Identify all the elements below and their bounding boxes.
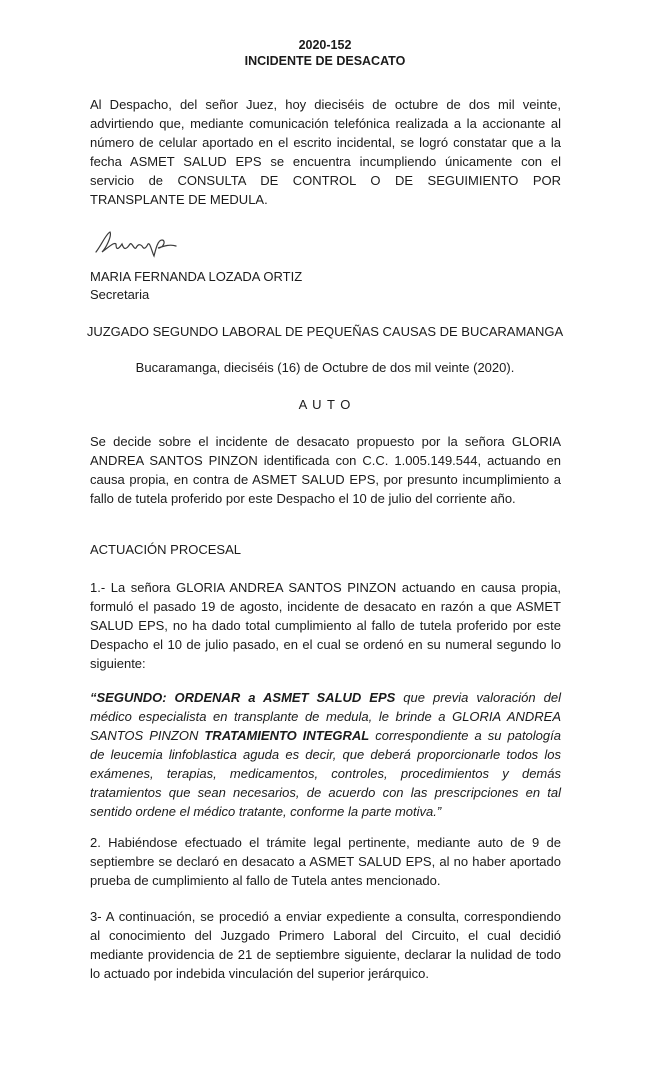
document-title: INCIDENTE DE DESACATO: [244, 54, 406, 68]
decision-paragraph: Se decide sobre el incidente de desacato propuesto por la señora GLORIA ANDREA SANTOS PINZON identificada con C.C. 1.005.149.544, actuando en causa propia, en contra de ASMET SALUD EPS, por presunto incumplimiento a fallo de tutela proferido por este Despacho el 10 de julio del corriente año.: [90, 434, 561, 506]
item-2-paragraph: 2. Habiéndose efectuado el trámite legal pertinente, mediante auto de 9 de septiembre se declaró en desacato a ASMET SALUD EPS, al no haber aportado prueba de cumplimiento al fallo de Tutela antes mencionado.: [90, 835, 561, 888]
secretary-name: MARIA FERNANDA LOZADA ORTIZ: [90, 269, 303, 284]
item-1-paragraph: 1.- La señora GLORIA ANDREA SANTOS PINZON actuando en causa propia, formuló el pasado 19 de agosto, incidente de desacato en razón a que ASMET SALUD EPS, no ha dado total cumplimiento al fallo de tutela proferido por este Despacho el 10 de julio pasado, en el cual se ordenó en su numeral segundo lo siguiente:: [90, 580, 561, 671]
auto-title: A U T O: [298, 397, 352, 412]
intro-paragraph: Al Despacho, del señor Juez, hoy dieciséis de octubre de dos mil veinte, advirtiendo que, mediante comunicación telefónica realizada a la accionante al número de celular aportado en el escrito incidental, se logró constatar que a la fecha ASMET SALUD EPS se encuentra incumpliendo únicamente con el servicio de CONSULTA DE CONTROL O DE SEGUIMIENTO POR TRANSPLANTE DE MEDULA.: [90, 97, 561, 207]
court-name: JUZGADO SEGUNDO LABORAL DE PEQUEÑAS CAUSAS DE BUCARAMANGA: [86, 324, 564, 339]
quote-text-2: correspondiente a su patología de leucemia linfoblastica aguda es decir, que deberá proporcionarle todos los exámenes, terapias, medicamentos, controles, procedimientos y demás tratamientos que sean necesarios, de acuerdo con las prescripciones en tal sentido ordene el médico tratante, conforme la parte motiva.”: [90, 728, 561, 819]
quote-bold-2: TRATAMIENTO INTEGRAL: [204, 728, 370, 743]
quote-text-1: que previa valoración del médico especialista en transplante de medula, le brinde a GLORIA ANDREA SANTOS PINZON: [90, 690, 561, 743]
handwritten-signature: [92, 226, 182, 260]
section-heading: ACTUACIÓN PROCESAL: [90, 542, 241, 557]
date-line: Bucaramanga, dieciséis (16) de Octubre de dos mil veinte (2020).: [135, 360, 515, 375]
secretary-role: Secretaria: [90, 287, 150, 302]
case-number: 2020-152: [298, 38, 352, 52]
item-3-paragraph: 3- A continuación, se procedió a enviar expediente a consulta, correspondiendo al conocimiento del Juzgado Primero Laboral del Circuito, el cual decidió mediante providencia de 21 de septiembre siguiente, declarar la nulidad de todo lo actuado por indebida vinculación del superior jerárquico.: [90, 909, 561, 981]
quote-bold-1: “SEGUNDO: ORDENAR a ASMET SALUD EPS: [90, 690, 396, 705]
quoted-order: [90, 688, 561, 821]
